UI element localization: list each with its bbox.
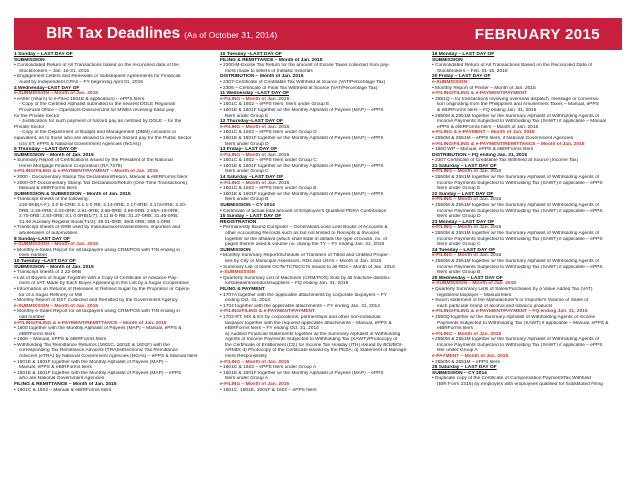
item-continuation: who are National Government Agencies <box>19 376 105 382</box>
section-heading: DISTRIBUTION – Month of Jan. 2015 <box>220 74 304 80</box>
filing-label: e-SUBMISSION – Month of Jan. 2015 <box>432 281 516 287</box>
section-heading: SUBMISSION – Month of Jan. 2015 <box>14 264 94 270</box>
list-item: • 2550M & 2551M together w/ the Summary Alphalist of Withholding Agents of <box>432 175 600 181</box>
item-continuation: each particular brand of alcohol and tobacco products <box>437 303 553 309</box>
list-item: • 2550M & 2551M together w/ the Summary Alphalist of Withholding Agents of <box>432 258 600 264</box>
item-continuation: other Accounting Records such as but not limited to Receipts & Invoices <box>225 231 380 236</box>
list-item: • 1601E & 1601F together w/ the Monthly Alphalist of Payees (MAP) – ePPS <box>220 135 384 141</box>
section-heading: SUBMISSION <box>14 57 45 63</box>
list-item: • Certificate of actual total amount of Employee's Qualified PERA Contribution <box>220 208 387 214</box>
item-continuation: filers under Group C <box>437 242 481 248</box>
section-heading: 25 Wednesday – LAST DAY OF <box>432 275 503 281</box>
item-continuation: Income Payments Subjected to Withholding Tax (SAWT) if applicable – Manual <box>437 119 607 125</box>
list-item: • List of Buyers of Sugar Together with a Copy of Certificate of Advance Pay- <box>14 275 178 281</box>
list-item: • 1600 together with the Monthly Alphalist of Payees (MAP) – Manual, ePPS & <box>14 326 182 332</box>
section-heading: SUBMISSION – CY 2014 <box>220 203 275 209</box>
filing-label: e-SUBMISSION <box>432 79 467 85</box>
item-continuation: 2.70-0RB; 2.83-0RB; 3.1 0 0RB(1/7); 3.11 B-0 RB; 31.27-0RB; 31.46-0RB; <box>19 214 179 220</box>
item-continuation: filers under Group B <box>437 270 481 276</box>
list-item: • Monthly e-Sales Report for all taxpayers using CRM/POS with TIN ending in <box>14 309 181 315</box>
list-item: • 1606 – Manual, ePPS & eBIRForms filers <box>14 337 107 343</box>
item-continuation: tion originating from the Philippines and Amusement Taxes – Manual, ePPS <box>437 102 599 108</box>
section-heading: 22 Sunday – LAST DAY OF <box>432 191 494 197</box>
list-item: • Withholding Tax Remittance Return/s (1601C, 1601E & 1601F) with the <box>14 342 170 348</box>
filing-label: e-SUBMISSION – Month of Jan. 2015 <box>14 303 98 309</box>
list-item: • 1601E & 1601F together w/ the Monthly Alphalist of Payees (MAP) – ePPS <box>220 370 384 376</box>
page-subtitle: (As of October 31, 2014) <box>184 30 278 40</box>
filing-label: e-FILING – Month of Jan. 2015 <box>220 382 290 388</box>
section-heading: SUBMISSION <box>432 57 463 63</box>
list-item: • 1601E & 1601F together with the Monthly Alphalist of Payees (MAP) – <box>14 359 168 365</box>
list-item: • Quarterly Summary List of Machines (CRM/POS) Sold by all machine distribu- <box>220 275 391 281</box>
section-heading: 10 Tuesday –LAST DAY OF <box>14 258 76 264</box>
section-heading: 16 Monday – LAST DAY OF <box>432 52 495 57</box>
item-continuation: filers under Group B <box>225 197 269 203</box>
list-item: • 1601C & 1602 – ePPS filers under Group D <box>220 130 317 136</box>
item-continuation: ties by City or Municipal Assessors, RDs and LRAs – Month of Jan. 2015 <box>225 258 382 264</box>
item-continuation: 0RB; 2.26-0RB; 2.43-0RB; 2.61-0RB; 2.68-0RB; 2.69-0RB; 2.69A-19-0RB; <box>19 208 179 214</box>
list-item: • 2550M & 2551M – ePPS filers <box>432 359 500 365</box>
item-continuation: Stockbrokers – Jan. 16-31, 2015 <box>19 68 90 74</box>
item-continuation: filers under Group E <box>437 186 481 192</box>
list-item: • 2307-Certificate of Creditable Tax Withheld at Source (VAT/Percentage Tax) <box>220 79 386 85</box>
filing-label: e-FILING – Month of Jan. 2015 <box>220 359 290 365</box>
item-continuation: filers under Group C <box>225 169 269 175</box>
section-heading: 5 Thursday – LAST DAY OF <box>14 147 77 153</box>
list-item: • 2550Q together w/ the Summary Alphalist of Withholding Agents of Income <box>432 314 596 320</box>
filing-label: e-FILING/FILING & e-PAYMENT/REMITTANCE – Month of Jan. 2015 <box>432 141 585 147</box>
list-item: • Quarterly Summary Lists of Sales/Purchases by a Value Added Tax (VAT) <box>432 286 593 292</box>
filing-label: e-SUBMISSION – Month of Jan. 2015 <box>14 242 98 248</box>
item-continuation: & eBIRForms filers – FQ ending Jan. 31, 2015 <box>437 107 537 113</box>
section-heading: 11 Wednesday –LAST DAY OF <box>220 91 290 97</box>
section-heading: FILING & PAYMENT <box>220 286 265 292</box>
item-continuation: wholesalers of automobiles <box>19 231 78 236</box>
title-banner <box>14 18 622 50</box>
list-item: • Monthly Summary Report/Schedule of Transfers of Titled and Untitled Proper- <box>220 253 390 259</box>
section-heading: DISTRIBUTION – FQ ending Jan. 31, 2015 <box>432 152 528 158</box>
section-heading: 15 Sunday – LAST DAY OF <box>220 214 282 220</box>
item-continuation: filers under Group E <box>225 113 269 119</box>
list-item: • 1702-RT, MX & EX by corporations, partnerships and other non-individual <box>220 314 381 320</box>
list-item: • 1601C & 1602 – ePPS filers under Group B <box>220 186 317 192</box>
item-continuation: ment of VAT Made by Each Buyer Appearing in the List by a Sugar Cooperative <box>19 281 189 287</box>
list-item: • 1601E & 1601F together w/ the Monthly Alphalist of Payees (MAP) – ePPS <box>220 163 384 169</box>
section-heading: 28 Saturday – LAST DAY OF <box>432 365 497 371</box>
item-continuation: Provincial Office – Operators Division/Unit for MWEs receiving basic pay <box>19 107 175 113</box>
item-continuation: registered taxpayer – Manual filers <box>437 292 512 298</box>
item-continuation: Income Payments Subjected to Withholding Tax (SAWT) if applicable – ePPS <box>437 180 603 186</box>
list-item: • 2307 Certificate of Creditable Tax Withheld at Source (Income Tax) <box>432 158 579 164</box>
filing-label: e-FILING/FILING & e-PAYMENT/PAYMENT – FQ ending Jan. 31, 2015 <box>432 309 588 315</box>
section-heading: FILING & REMITTANCE – Month of Jan. 2015 <box>220 57 323 63</box>
filing-label: e-PAYMENT – Month of Jan. 2015 <box>432 354 509 360</box>
section-heading: SUBMISSION – CY 2014 <box>432 370 487 376</box>
list-item: • Consolidated Return of All Transactions Based on the Reconciled Data of <box>432 63 593 69</box>
list-item: • 2551Q – for transactions involving overseas dispatch, message or conversa- <box>432 96 600 102</box>
list-item: • Transcript sheets of ORB used by manufacturers/assemblers, importers and <box>14 225 181 231</box>
list-item: • Monthly Report of Printer – Month of Jan. 2015 <box>432 85 536 91</box>
filing-label: e-FILING/FILING & e-PAYMENT/PAYMENT – Month of Jan. 2015 <box>14 169 158 175</box>
item-continuation: Income Payments Subjected to Withholding Tax (SAWT) if applicable – ePPS <box>437 342 603 348</box>
list-item: • 1601E & 1601F together with the Monthly Alphalist of Payees (MAP) – ePPS <box>14 370 182 376</box>
item-continuation: - Copy of the Certified Alphalist submitted to the nearest DOLE Regional/ <box>19 102 176 108</box>
item-continuation: filers under Group D <box>437 214 481 220</box>
list-item: • Information on Returns of Releases of Refined Sugar by the Proprietor or Opera- <box>14 286 191 292</box>
item-continuation: the Certificate of Entitlement (CE) for Income Tax Holiday (ITH) issued by BOI/BOI- <box>225 342 403 348</box>
list-item: • Monthly e-Sales Report for all taxpayers using CRM/POS with TIN ending in <box>14 247 181 253</box>
section-heading: 21 Saturday – LAST DAY OF <box>432 163 497 169</box>
item-continuation: eBIRForms filers <box>437 326 474 332</box>
list-item: • Consolidated Return of All Transactions based on the reconciled data of the <box>14 63 179 69</box>
item-continuation: tors/dealers/vendors/suppliers – FQ ending Jan. 31, 2015 <box>225 281 349 287</box>
filing-label: e-FILING – Month of Jan. 2015 <box>220 96 290 102</box>
list-item: • 1600 WP – Manual, ePPS & eBIRForms filers <box>432 147 534 153</box>
list-item: • Engagement Letters and Renewals or Subsequent Agreements for Financial <box>14 74 181 80</box>
filing-label: e-FILING & e-PAYMENT – Month of Jan. 2015 <box>432 130 535 136</box>
list-item: • Sworn statement of the Manufacturer's or Importer's Volume of Sales of <box>432 298 589 304</box>
item-continuation: Manual, ePPS & eBIRForms filers <box>19 365 92 371</box>
list-item: • 1707A together with the applicable attachments by corporate taxpayers – FY <box>220 292 388 298</box>
list-item: equivalent, as to those who are allowed to receive hazard pay for the Public Sector <box>14 135 192 141</box>
filing-label: e-FILING – Month of Jan. 2015 <box>432 225 502 231</box>
item-continuation: (c/o ST, ePPS & National Government Agencies (NGAs)) <box>19 141 141 147</box>
item-continuation: eBIRForms filers <box>19 331 56 337</box>
section-heading: 13 Friday– LAST DAY OF <box>220 147 278 153</box>
item-continuation: filer under Group A <box>437 348 478 354</box>
list-item: • Transcript sheets of the following: <box>14 197 89 203</box>
item-continuation: Payments Subjected to Withholding Tax (SAWT) if applicable – Manual, ePPS & <box>437 320 609 326</box>
page-title: BIR Tax Deadlines <box>46 25 181 42</box>
item-continuation: ment Responsibility <box>225 354 267 360</box>
item-continuation: together w/ the affidavit (which shall state in details the type of books, no. of <box>225 236 388 242</box>
item-continuation: odd number <box>19 314 45 320</box>
filing-label: e-FILING – Month of Jan. 2015 <box>220 124 290 130</box>
item-continuation: pages therein used & volume no. during the TY – FY ending Jan. 31, 2015 <box>225 242 385 248</box>
item-continuation: Advice/s (eTRA) by National Government Agencies (NGAs) – ePPS & Manual filers <box>19 354 198 360</box>
item-continuation: corresponding Tax Remittance Advice/s (TRA)/eElectronic Tax Remittance <box>19 348 178 354</box>
item-continuation: 218-0KB(A-F); 2.0 B-CRB; 2.1 1-0 RB; 2.14-0RB; 2.17-0RB; 2.17a-0RB; 2.20- <box>19 203 187 209</box>
list-item: for the Private Sector <box>14 113 60 119</box>
item-continuation: Home Mortgage Finance Corporation (RA 7279) <box>19 163 123 169</box>
list-item: • 2200-M-Excise Tax Return for the amount of Excise Taxes collected from pay- <box>220 63 390 69</box>
section-heading: 12 Thursday–LAST DAY OF <box>220 119 283 125</box>
item-continuation: - Justification for such payment of hazard pay as certified by DOLE – for the <box>19 119 182 125</box>
item-continuation: ePPS & eBIRForms filers – Month of Jan. 2015 <box>437 124 539 130</box>
item-continuation: ending Oct. 31, 2014 <box>225 298 270 304</box>
section-heading: 1 Sunday – LAST DAY OF <box>14 52 73 57</box>
title-group <box>46 25 277 43</box>
section-heading: 14 Saturday –LAST DAY OF <box>220 175 284 181</box>
list-item: • 2550M & 2551M together w/ the Summary Alphalist of Withholding Agents of <box>432 203 600 209</box>
filing-label: e-FILING – Month of Jan. 2015 <box>432 169 502 175</box>
list-item: • 1601C & 1602 – ePPS filers under Group A <box>220 365 317 371</box>
item-continuation: ARMM; d) Photocopy of the Certificate issued by the PEZA; d) Statement of Manage- <box>225 348 408 354</box>
list-item: • Permanently Bound Computer – Generated/Loose Leaf Books of Accounts & <box>220 225 388 231</box>
item-continuation: filers under Group A <box>225 376 269 382</box>
list-item: • 2000-OT Documentary Stamp Tax Declaration/Return (One-Time Transactions), <box>14 180 189 186</box>
list-item: • Monthly Report of DST Collected and Remitted by the Government Agency <box>14 298 178 304</box>
list-item: • 2550M & 2551M together w/ the Summary Alphalist of Withholding Agents of <box>432 231 600 236</box>
section-heading: 24 Tuesday – LAST DAY OF <box>432 247 496 253</box>
item-continuation: taxpayer together with the required applicable attachments – Manual, ePPS & <box>225 320 392 326</box>
filing-label: e-FILING/FILING & e-PAYMENT/PAYMENT <box>220 309 315 315</box>
item-continuation: 31.46 Auxiliary Register Book(T1/2); 38.01-0RB; 39/B 0RB; 398.1-0RB <box>19 219 171 225</box>
item-continuation: Agents of Income Payments Subjected to Withholding Tax (SAWT)/Photocopy of <box>225 337 398 343</box>
filing-label: e-FILING/FILING & e-PAYMENT/PAYMENT <box>432 91 527 97</box>
month-label: FEBRUARY 2015 <box>474 25 600 43</box>
list-item: • Transcript sheets of 2.22-0RB <box>14 270 82 276</box>
item-continuation: filers under Group D <box>225 141 269 147</box>
list-item: • 2306 – Certificate of Final Tax Withheld at Source (VAT/Percentage Tax) <box>220 85 378 91</box>
list-item: • 1601C & 1602 – Manual & eBIRForms filers <box>14 387 112 393</box>
list-item: • 2550M & 2551M together w/ the Summary Alphalist of Withholding Agents of <box>432 113 600 119</box>
section-heading: REGISTRATION <box>220 219 257 225</box>
item-continuation: - Copy of the Department of Budget and Management (DBM) circular/s or <box>19 130 177 136</box>
list-item: • 1601C & 1602 – ePPS filers, filers under Group E <box>220 102 330 108</box>
item-continuation: a) Audited Financial Statements together w/ the Summary Alphalist of Withholding <box>225 331 401 337</box>
list-item: • 1704 together with the applicable attachments – FY ending Jan. 31, 2014 <box>220 303 380 309</box>
item-continuation: even number <box>19 253 48 259</box>
section-heading: 23 Monday – LAST DAY OF <box>432 219 495 225</box>
column-3 <box>432 52 622 493</box>
section-heading: 20 Friday – LAST DAY OF <box>432 74 491 80</box>
list-item: • Summary List of blank OCTs/TCTs/CCTs issued to all RDs – Month of Jan. 2015 <box>220 264 395 270</box>
item-continuation: Manual & eBIRForms filers <box>19 186 77 192</box>
list-item: • 1601E & 1601F together w/ the Monthly Alphalist of Payees (MAP) – ePPS <box>220 107 384 113</box>
section-heading: FILING & REMITTANCE – Month of Jan. 2015 <box>14 382 117 388</box>
section-heading: 8 Sunday–LAST DAY OF <box>14 236 70 242</box>
list-item: • eAfter (return) to e-Filed 1601E & application) – ePPS filers <box>14 96 145 102</box>
filing-label: e-FILING – Month of Jan. 2015 <box>432 253 502 259</box>
list-item: • Duplicate copy of the Certificate of Compensation Payment/Tax Withheld <box>432 376 591 382</box>
section-heading: 10 Tuesday –LAST DAY OF <box>220 52 282 57</box>
list-item: • 2000 - Documentary Stamp Tax Declaration/Return, Manual & eBIRForms filers <box>14 175 188 181</box>
item-continuation: Income Payments Subjected to Withholding Tax (SAWT) if applicable – ePPS <box>437 264 603 270</box>
item-continuation: ment made to sellers of metallic minerals <box>225 68 313 74</box>
section-heading: 4 Wednesday–LAST DAY OF <box>14 85 80 91</box>
item-continuation: Income Payments Subjected to Withholding Tax (SAWT) if applicable – ePPS <box>437 208 603 214</box>
section-heading: SUBMISSION – Month of Jan. 2015 <box>14 152 94 158</box>
item-continuation: Stockbrokers – Feb. 01-15, 2015 <box>437 68 508 74</box>
list-item: • 2550M & 2551M together w/ the Summary Alphalist of Withholding Agents of <box>432 337 600 343</box>
list-item: • Summary Report of Certifications issued by the President of the National <box>14 158 173 164</box>
filing-label: e-FILING – Month of Jan. 2015 <box>220 152 290 158</box>
filing-label: e-FILING – Month of Jan. 2015 <box>432 197 502 203</box>
list-item: • 1601C & 1602 – ePPS filers under Group C <box>220 158 317 164</box>
filing-label: e-SUBMISSION – Month of Jan. 2015 <box>14 91 98 97</box>
filing-label: e-FILING/FILING & e-PAYMENT/REMITTANCE – Month of Jan. 2015 <box>14 320 167 326</box>
column-2 <box>220 52 417 493</box>
section-heading: SUBMISSION <box>220 247 251 253</box>
item-continuation: (BIR Form 2316) by employers with employees qualified for Substituted Filing <box>437 382 603 388</box>
filing-label: e-SUBMISSION <box>220 270 255 276</box>
item-continuation: Audit by Independent CPAs – FY beginning April 01, 2015 <box>19 79 143 85</box>
list-item: • 1601C, 1601E, 1601F & 1602 – ePPS filers <box>220 387 317 393</box>
item-continuation: tor of a Sugar Refinery or Mill <box>19 292 82 298</box>
filing-label: e-FILING – Month of Jan. 2015 <box>220 180 290 186</box>
item-continuation: eBIRForms filers – FY ending Oct. 31, 2014 <box>225 326 319 332</box>
filing-label: e-FILING – Month of Jan. 2015 <box>432 331 502 337</box>
item-continuation: Income Payments Subjected to Withholding Tax (SAWT) if applicable – ePPS <box>437 236 603 242</box>
list-item: Private Sector <box>14 124 45 130</box>
section-heading: SUBMISSION & SUBMISSION – Month of Jan. 2015 <box>14 191 131 197</box>
list-item: • 2550M & 2551M – ePPS filers, if National Government Agencies <box>432 135 574 141</box>
list-item: • 1601E & 1601F together w/ the Monthly Alphalist of Payees (MAP) – ePPS <box>220 191 384 197</box>
column-1 <box>14 52 203 493</box>
